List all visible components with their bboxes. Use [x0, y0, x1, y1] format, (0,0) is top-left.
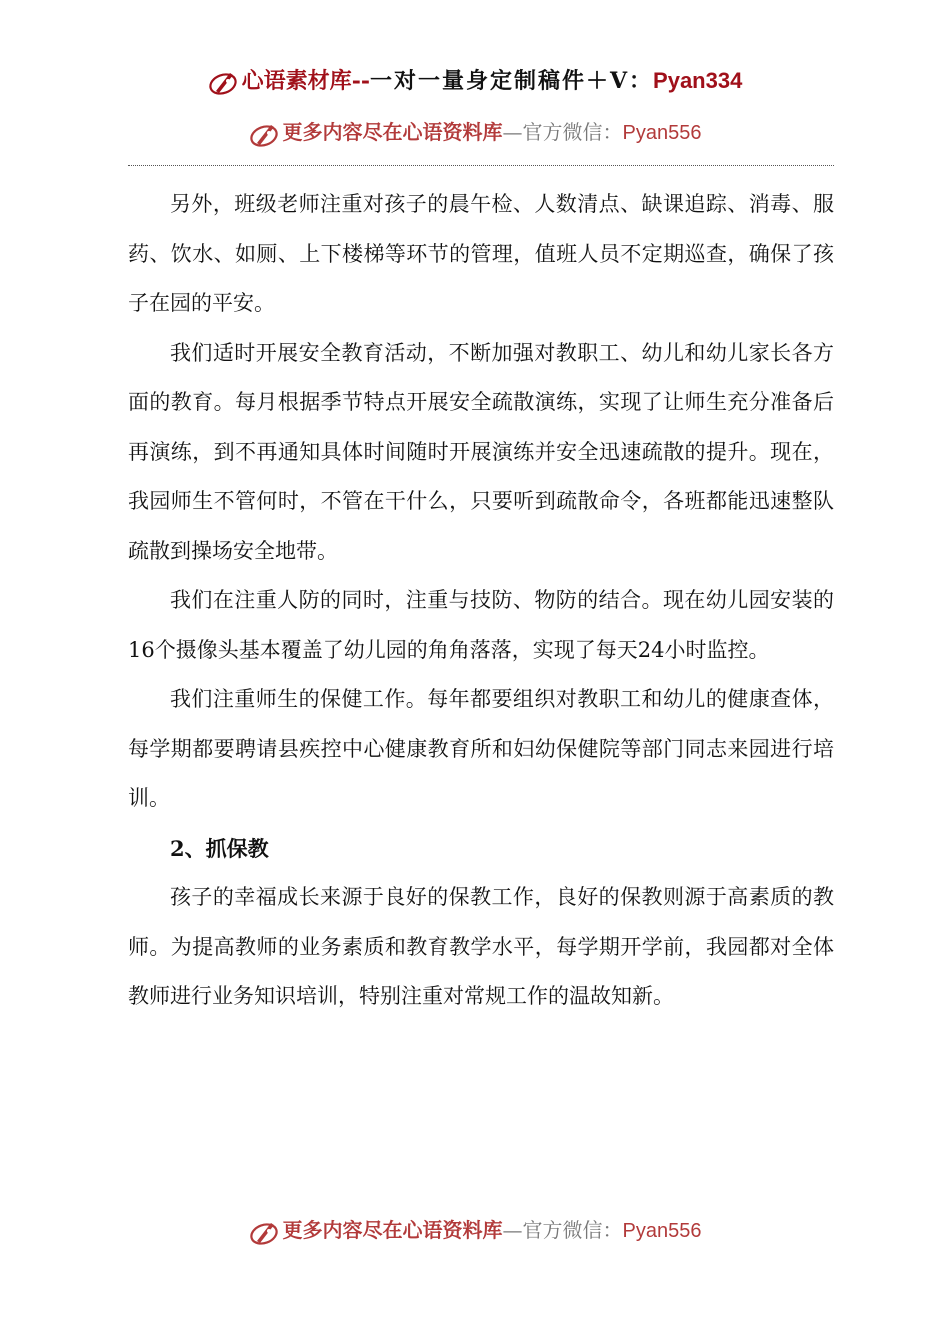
subline-wechat-id: Pyan556	[622, 122, 702, 144]
pen-logo-icon	[249, 119, 281, 149]
footer-label: —官方微信：	[502, 1218, 623, 1242]
header-wechat-id: Pyan334	[653, 68, 743, 93]
footer	[0, 1214, 950, 1247]
footer-wechat-id: Pyan556	[622, 1220, 702, 1242]
paragraph: 我们注重师生的保健工作。每年都要组织对教职工和幼儿的健康查体，每学期都要聘请县疾控中心健康教育所和妇幼保健院等部门同志来园进行培训。	[128, 687, 834, 810]
paragraph: 另外，班级老师注重对孩子的晨午检、人数清点、缺课追踪、消毒、服药、饮水、如厕、上下楼梯等环节的管理，值班人员不定期巡查，确保了孩子在园的平安。	[128, 192, 834, 315]
subline-text: 更多内容尽在心语资料库	[282, 120, 503, 144]
header-title	[0, 64, 950, 97]
header-divider	[128, 165, 834, 166]
subline-label: —官方微信：	[502, 120, 623, 144]
header-slogan: 一对一量身定制稿件＋V：	[369, 68, 654, 94]
document-body	[128, 180, 834, 1022]
pen-logo-icon	[249, 1217, 281, 1247]
header-separator: --	[351, 68, 370, 94]
brand-name: 心语素材库	[241, 68, 352, 94]
header-subline	[0, 116, 950, 149]
paragraph: 孩子的幸福成长来源于良好的保教工作，良好的保教则源于高素质的教师。为提高教师的业务素质和教育教学水平，每学期开学前，我园都对全体教师进行业务知识培训，特别注重对常规工作的温故知新。	[128, 885, 834, 1008]
section-heading: 2、抓保教	[170, 835, 269, 861]
paragraph: 我们适时开展安全教育活动，不断加强对教职工、幼儿和幼儿家长各方面的教育。每月根据季节特点开展安全疏散演练，实现了让师生充分准备后再演练，到不再通知具体时间随时开展演练并安全迅速疏散的提升。现在，我园师生不管何时，不管在干什么，只要听到疏散命令，各班都能迅速整队疏散到操场安全地带。	[128, 340, 834, 563]
pen-logo-icon	[208, 67, 240, 97]
paragraph: 我们在注重人防的同时，注重与技防、物防的结合。现在幼儿园安装的16个摄像头基本覆盖了幼儿园的角角落落，实现了每天24小时监控。	[128, 588, 834, 662]
footer-text: 更多内容尽在心语资料库	[282, 1218, 503, 1242]
